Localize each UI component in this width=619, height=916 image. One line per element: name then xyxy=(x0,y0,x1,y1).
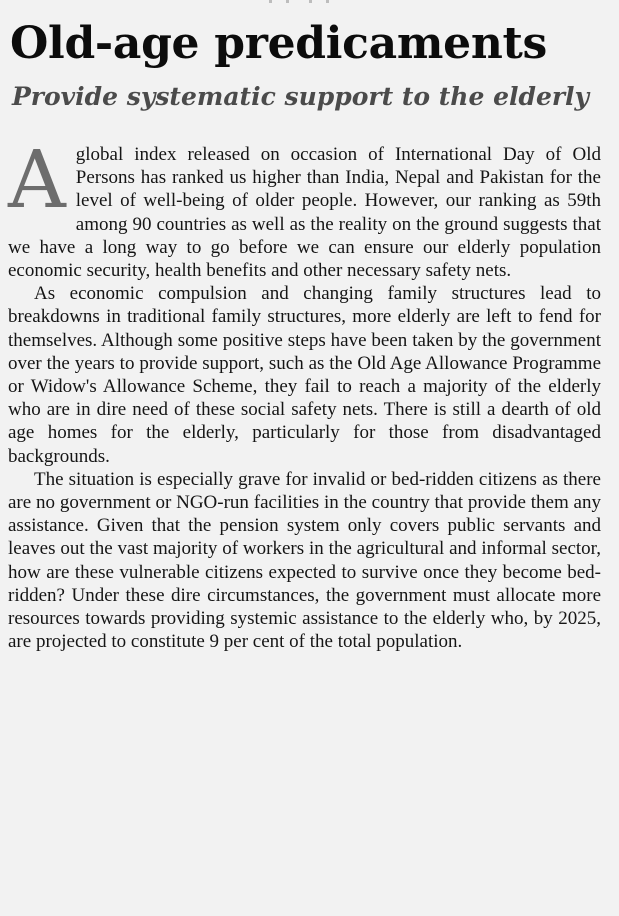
paragraph-1 xyxy=(8,133,601,282)
drop-cap: A xyxy=(8,133,66,226)
headline: Old-age predicaments xyxy=(10,18,548,69)
paragraph-1-text: global index released on occasion of International Day of Old Persons has ranked us higher than India, Nepal and Pakistan for the level of well-being of older people. However, our ranking as 59th among 90 countries as well as the reality on the ground suggests that we have a long way to go before we can ensure our elderly population economic security, health benefits and other necessary safety nets. xyxy=(8,144,601,282)
paragraph-3: The situation is especially grave for invalid or bed-ridden citizens as there are no government or NGO-run facilities in the country that provide them any assistance. Given that the pension system only covers public servants and leaves out the vast majority of workers in the agricultural and informal sector, how are these vulnerable citizens expected to survive once they become bed-ridden? Under these dire circumstances, the government must allocate more resources towards providing systemic assistance to the elderly who, by 2025, are projected to constitute 9 per cent of the total population. xyxy=(8,468,601,653)
editorial-article xyxy=(8,0,610,916)
subheadline: Provide systematic support to the elderly xyxy=(12,82,590,111)
paragraph-2: As economic compulsion and changing family structures lead to breakdowns in traditional family structures, more elderly are left to fend for themselves. Although some positive steps have been taken by the government over the years to provide support, such as the Old Age Allowance Programme or Widow's Allowance Scheme, they fail to reach a majority of the elderly who are in dire need of these social safety nets. There is still a dearth of old age homes for the elderly, particularly for those from disadvantaged backgrounds. xyxy=(8,283,601,467)
article-body xyxy=(8,133,601,653)
